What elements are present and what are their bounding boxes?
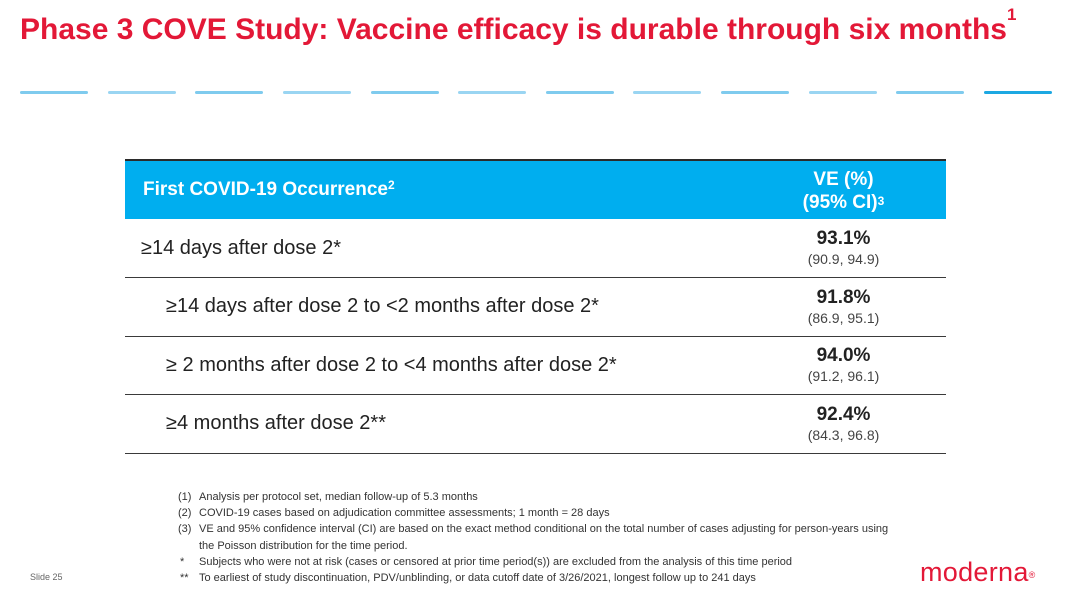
header-ve-line1: VE (%) [813,169,874,190]
footnote-mark: (2) [178,507,192,520]
row-value [741,336,946,395]
row-label: ≥14 days after dose 2 to <2 months after dose 2* [125,278,741,337]
footnote-text: To earliest of study discontinuation, PDV/unblinding, or data cutoff date of 3/26/2021, longest follow up to 241 days [199,572,756,585]
title-divider [20,91,1052,95]
divider-dash [108,91,176,94]
footnotes [178,489,898,586]
footnote [178,489,898,505]
row-label: ≥ 2 months after dose 2 to <4 months after dose 2* [125,336,741,395]
ci-value: (84.3, 96.8) [807,426,880,443]
logo-text: moderna [920,557,1029,587]
divider-dash [283,91,351,94]
vaccine-efficacy-table [125,159,946,454]
footnote-mark: ** [180,572,189,585]
row-label: ≥14 days after dose 2* [125,219,741,278]
footnote [178,521,898,553]
divider-dash [896,91,964,94]
divider-dash [984,91,1052,94]
slide-title [20,5,1060,50]
header-occurrence-footnote-ref: 2 [387,178,395,192]
ve-value: 94.0% [816,345,871,367]
footnote [178,505,898,521]
footnote-text: VE and 95% confidence interval (CI) are based on the exact method conditional on the total number of cases adjusting for person-years using the Poisson distribution for the time period. [199,523,889,552]
header-ve [741,160,946,219]
ve-value: 92.4% [816,403,871,425]
footnote [178,554,898,570]
header-occurrence-text: First COVID-19 Occurrence [143,179,388,200]
ve-value: 93.1% [816,228,871,249]
row-value [741,278,946,337]
footnote-text: COVID-19 cases based on adjudication committee assessments; 1 month = 28 days [199,507,610,520]
header-occurrence [125,160,741,219]
header-ve-line2: (95% CI) [802,192,878,213]
ve-value: 91.8% [816,286,871,308]
table-row [125,278,946,337]
table-row [125,219,946,278]
footnote-text: Subjects who were not at risk (cases or censored at prior time period(s)) are excluded from the analysis of this time period [199,555,793,568]
row-label: ≥4 months after dose 2** [125,395,741,454]
registered-mark: ® [1028,570,1036,580]
moderna-logo [920,557,1036,587]
footnote-text: Analysis per protocol set, median follow-up of 5.3 months [199,491,478,503]
footnote-mark: (3) [178,523,192,536]
divider-dash [371,91,439,94]
ci-value: (90.9, 94.9) [807,251,880,267]
row-value [741,395,946,454]
table-row [125,395,946,454]
footnote [178,570,898,586]
slide-title-text: Phase 3 COVE Study: Vaccine efficacy is durable through six months [20,13,1007,46]
footnote-mark: * [180,555,185,568]
ci-value: (91.2, 96.1) [807,368,880,385]
divider-dash [195,91,263,94]
table-row [125,336,946,395]
divider-dash [458,91,526,94]
divider-dash [20,91,88,94]
row-value [741,219,946,278]
ci-value: (86.9, 95.1) [807,309,880,326]
header-ve-footnote-ref: 3 [877,194,885,208]
divider-dash [633,91,701,94]
footnote-mark: (1) [178,491,192,503]
slide-number: Slide 25 [30,572,63,582]
divider-dash [721,91,789,94]
divider-dash [809,91,877,94]
divider-dash [546,91,614,94]
table-header-row [125,160,946,219]
title-footnote-ref: 1 [1006,5,1017,24]
